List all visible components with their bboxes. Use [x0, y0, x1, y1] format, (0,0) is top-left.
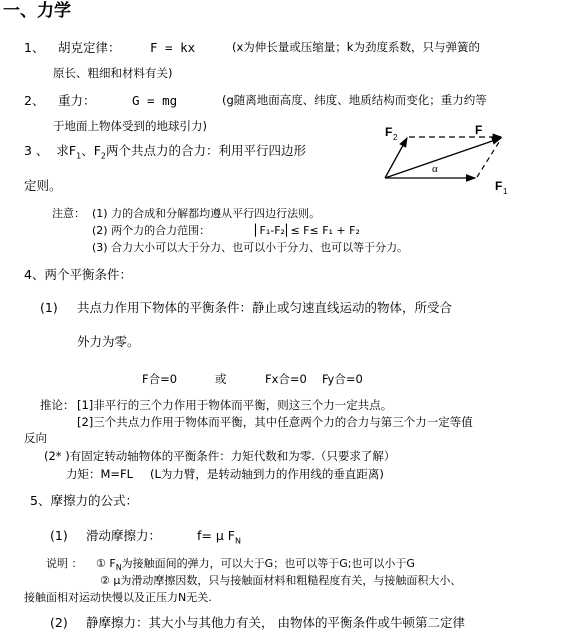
alpha-label: α [432, 163, 438, 175]
hooke-note-cont: 原长、粗细和材料有关) [53, 66, 173, 80]
f1-label-sub: 1 [503, 187, 508, 196]
explain-label: 说明 ： [46, 557, 83, 570]
resultant-text-b: 、F [81, 143, 101, 158]
sliding-formula [197, 530, 241, 546]
inference-2: [2]三个共点力作用于物体而平衡，其中任意两个力的合力与第三个力一定等值 [77, 415, 473, 429]
equation-f-net: F合=0 [142, 372, 178, 386]
static-number: (2) [50, 615, 68, 630]
item-number: 2、 [24, 93, 45, 108]
static-friction-text: 静摩擦力：其大小与其他力有关， 由物体的平衡条件或牛顿第二定律 [86, 615, 465, 630]
explain-1-start: ① F [96, 557, 116, 570]
gravity-formula: G = mg [132, 93, 178, 108]
resultant-text-c: 两个共点力的合力：利用平行四边形 [106, 143, 307, 158]
gravity-note-cont: 于地面上物体受到的地球引力) [53, 119, 207, 133]
resultant-text-a: 求F [56, 143, 77, 158]
f2-subscript: 2 [100, 151, 107, 161]
f2-label-sub: 2 [393, 133, 398, 142]
hooke-law-name: 胡克定律： [58, 40, 121, 55]
f2-label: F [385, 125, 393, 139]
note-1: (1) 力的合成和分解都均遵从平行四边行法则。 [92, 207, 321, 220]
explain-2: ② μ为滑动摩擦因数，只与接触面材料和粗糙程度有关，与接触面积大小、 [100, 574, 462, 587]
resultant-vector [385, 138, 501, 178]
sliding-friction-name: 滑动摩擦力： [86, 528, 162, 543]
equilibrium-title: 4、两个平衡条件： [24, 267, 132, 282]
inference-1: [1]非平行的三个力作用于物体而平衡，则这三个力一定共点。 [77, 398, 393, 412]
equation-or: 或 [215, 372, 227, 386]
gravity-note: (g随离地面高度、纬度、地质结构而变化；重力约等 [222, 93, 487, 107]
explain-1-rest: 为接触面间的弹力，可以大于G；也可以等于G;也可以小于G [121, 557, 415, 570]
equation-fy-net: Fy合=0 [322, 372, 363, 386]
friction-title: 5、摩擦力的公式： [30, 493, 138, 508]
f1-label: F [495, 179, 503, 193]
sliding-formula-sub: N [234, 536, 241, 546]
explain-2-cont: 接触面相对运动快慢以及正压力N无关. [24, 591, 212, 604]
equation-fx-net: Fx合=0 [265, 372, 307, 386]
explain-1-sub: N [115, 563, 122, 573]
item-number: 3 、 [24, 143, 49, 158]
hooke-formula: F = kx [150, 40, 196, 55]
condition-1-text-cont: 外力为零。 [77, 334, 140, 349]
torque-label: 力矩：M=FL [66, 467, 134, 481]
f-label: F [475, 123, 483, 137]
note-2-expression: ⎢F₁-F₂⎢≤ F≤ F₁ + F₂ [254, 224, 360, 237]
f1-subscript: 1 [76, 151, 82, 161]
item-number: 1、 [24, 40, 45, 55]
note-2-label: (2) 两个力的合力范围： [92, 224, 211, 237]
condition-1-text: 共点力作用下物体的平衡条件：静止或匀速直线运动的物体，所受合 [77, 300, 453, 315]
sliding-formula-text: f= μ F [197, 528, 235, 543]
condition-2: (2* )有固定转动轴物体的平衡条件：力矩代数和为零.（只要求了解） [44, 449, 396, 463]
gravity-name: 重力： [58, 93, 96, 108]
resultant-line2: 定则。 [24, 178, 62, 193]
torque-note: (L为力臂，是转动轴到力的作用线的垂直距离) [150, 467, 384, 481]
note-3: (3) 合力大小可以大于分力、也可以小于分力、也可以等于分力。 [92, 241, 409, 254]
section-title: 一、力学 [3, 1, 71, 21]
resultant-line [24, 145, 306, 161]
force-parallelogram-diagram [377, 120, 527, 198]
note-label: 注意： [52, 207, 85, 220]
sliding-number: (1) [50, 528, 68, 543]
inference-2-cont: 反向 [24, 431, 47, 445]
explain-1 [96, 558, 415, 572]
condition-1-number: (1) [40, 300, 58, 315]
inference-label: 推论： [40, 398, 75, 412]
hooke-note: (x为伸长量或压缩量；k为劲度系数，只与弹簧的 [232, 40, 480, 54]
